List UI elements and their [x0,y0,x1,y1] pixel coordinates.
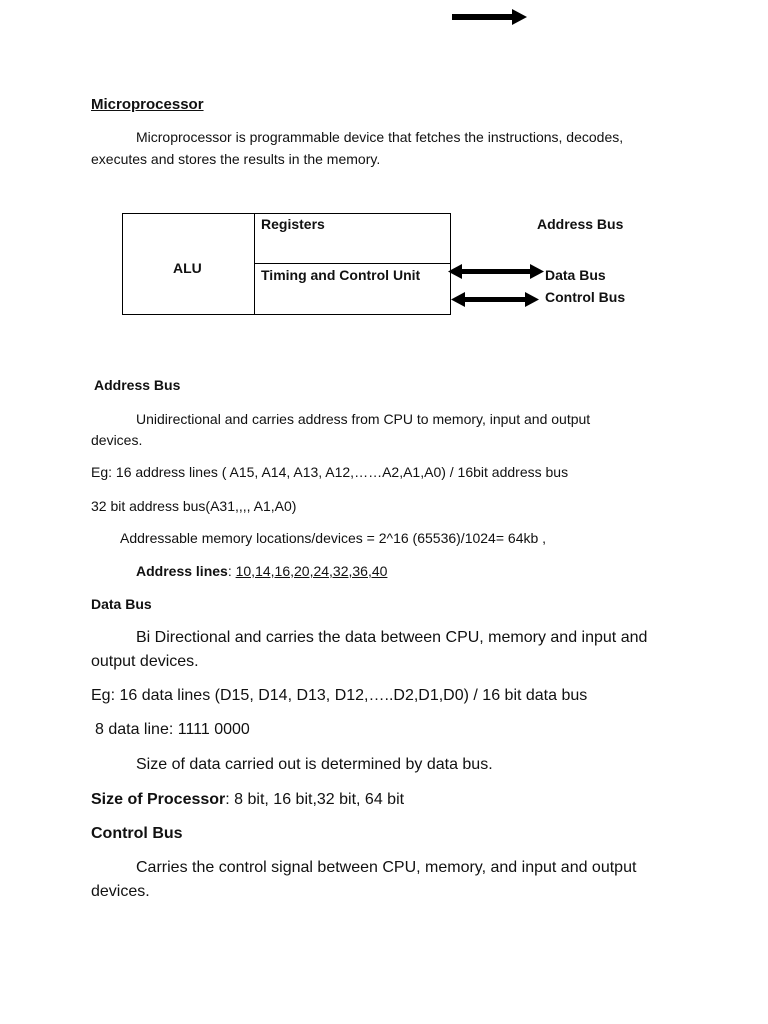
data-bus-example: Eg: 16 data lines (D15, D14, D13, D12,…..D2,D1,D0) / 16 bit data bus [91,687,588,704]
data-size-line: Size of data carried out is determined by data bus. [136,756,493,773]
address-bus-paragraph-line-2: devices. [91,432,143,448]
control-bus-label: Control Bus [545,289,626,305]
processor-size-row [91,791,404,809]
registers-label: Registers [261,216,325,232]
address-bus-heading: Address Bus [94,377,181,393]
data-bus-heading: Data Bus [91,596,152,612]
addressable-memory-line: Addressable memory locations/devices = 2^16 (65536)/1024= 64kb , [120,530,547,546]
address-lines-label: Address lines [136,563,228,579]
control-bus-heading: Control Bus [91,825,183,842]
alu-label: ALU [173,260,202,276]
data-bus-paragraph-line-1: Bi Directional and carries the data between CPU, memory and input and [136,629,648,646]
microprocessor-paragraph-line-2: executes and stores the results in the memory. [91,151,381,167]
diagram-lines [0,0,768,360]
address-bus-paragraph-line-1: Unidirectional and carries address from CPU to memory, input and output [136,411,591,427]
address-bus-example: Eg: 16 address lines ( A15, A14, A13, A12,……A2,A1,A0) / 16bit address bus [91,464,569,480]
control-bus-paragraph-line-2: devices. [91,883,150,900]
address-bus-32bit: 32 bit address bus(A31,,,, A1,A0) [91,498,297,514]
address-lines-values: 10,14,16,20,24,32,36,40 [235,563,388,579]
address-lines-row [136,563,387,579]
address-bus-label: Address Bus [537,216,624,232]
microprocessor-heading: Microprocessor [91,96,204,113]
processor-size-label: Size of Processor [91,791,226,808]
microprocessor-paragraph-line-1: Microprocessor is programmable device that fetches the instructions, decodes, [136,129,624,145]
data-bus-arrow-icon [448,264,544,279]
data-bus-paragraph-line-2: output devices. [91,653,199,670]
data-bus-label: Data Bus [545,267,606,283]
control-bus-arrow-icon [451,292,539,307]
timing-control-label: Timing and Control Unit [261,267,421,283]
processor-size-values: : 8 bit, 16 bit,32 bit, 64 bit [225,791,405,808]
eight-data-line: 8 data line: 1111 0000 [95,721,250,738]
control-bus-paragraph-line-1: Carries the control signal between CPU, memory, and input and output [136,859,637,876]
address-lines-separator: : [227,563,236,579]
